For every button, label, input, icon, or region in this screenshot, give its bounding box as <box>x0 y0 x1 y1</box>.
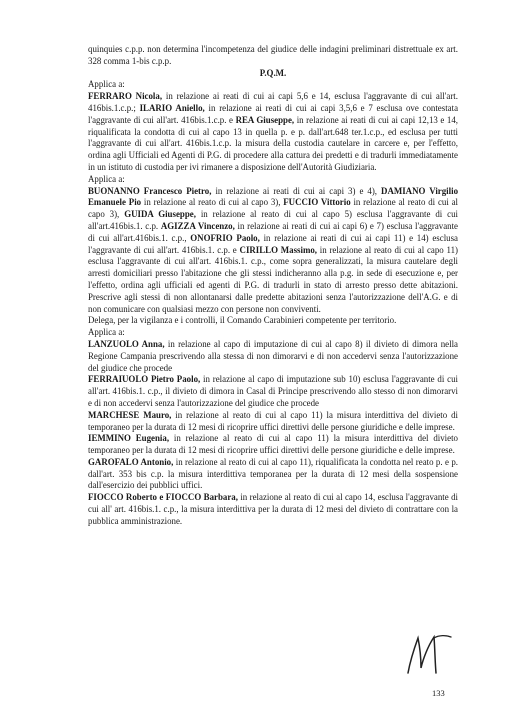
section-paragraph <box>88 374 458 409</box>
defendant-name: AGIZZA Vincenzo, <box>160 220 235 231</box>
section-paragraph <box>88 186 458 316</box>
paragraph-text: in relazione ai reati di cui ai capi 12,13 e 14, riqualificata la condotta di cui al capo 13 in quella p. e p. dall'art.648 ter.1.c.p., ed esclusa per tutti l'aggravante di cui all'art. 416bis.1.c.p. la misura della custodia cautelare in carcere e, per l'effetto, ordina agli Ufficiali ed Agenti di P.G. di procedere alla cattura dei predetti e di tradurli immediatamente in un istituto di custodia per ivi rimanere a disposizione dell'Autorità Giudiziaria. <box>88 114 459 172</box>
paragraph-text: Delega, per la vigilanza e i controlli, il Comando Carabinieri competente per territorio. <box>88 315 397 326</box>
defendant-name: GAROFALO Antonio, <box>88 456 174 467</box>
section-paragraph <box>88 91 458 174</box>
defendant-name: LANZUOLO Anna, <box>88 338 165 349</box>
section-paragraph <box>88 410 458 434</box>
paragraph-text: in relazione al reato di cui al capo 14, esclusa l'aggravante di cui all' art. 416bis.1. c.p., la misura interdittiva per la durata di 12 mesi del divieto di contrattare con la pubblica amministrazione. <box>88 492 458 526</box>
paragraph-text: in relazione ai reati di cui ai capi 11) e 14) esclusa l'aggravante di cui all'art. 416bis.1. c.p. e <box>88 232 458 255</box>
defendant-name: ILARIO Aniello, <box>139 102 205 113</box>
paragraph-text: in relazione al reato di cui al capo 5) esclusa l'aggravante di cui all'art.416bis.1. c.p. <box>88 209 458 231</box>
paragraph-text: in relazione al capo di imputazione di cui al capo 8) il divieto di dimora nella Regione Campania prescrivendo alla stessa di non dimorarvi e di non accedervi senza l'autorizzazione del giudice che procede <box>88 338 458 373</box>
defendant-name: MARCHESE Mauro, <box>88 409 172 420</box>
defendant-name: GUIDA Giuseppe, <box>124 209 196 220</box>
pqm-heading: P.Q.M. <box>259 67 287 78</box>
section-paragraph <box>88 315 458 327</box>
page-number: 133 <box>432 688 445 698</box>
section-paragraph <box>88 433 458 457</box>
applica-label: Applica a: <box>88 327 125 338</box>
applica-label: Applica a: <box>88 173 125 184</box>
defendant-name: BUONANNO Francesco Pietro, <box>88 185 212 196</box>
paragraph-text: in relazione ai reati di cui ai capi 3) e 4), <box>211 185 382 196</box>
defendant-name: CIRILLO Massimo, <box>239 244 318 255</box>
defendant-name: ONOFRIO Paolo, <box>190 232 260 243</box>
signature-icon <box>405 632 455 678</box>
paragraph-text: in relazione al reato di cui al capo 3), <box>88 197 458 220</box>
document-body <box>88 44 458 528</box>
paragraph-text: in relazione al reato di cui al capo 11) la misura interdittiva del divieto di temporaneo per la durata di 12 mesi di ricoprire uffici direttivi delle persone giuridiche e delle imprese. <box>88 409 458 432</box>
section-paragraph <box>88 339 458 374</box>
paragraph-text: in relazione al capo di imputazione sub 10) esclusa l'aggravante di cui all'art. 416bis.1. c.p., il divieto di dimora in Casal di Principe prescrivendo allo stesso di non dimorarvi e di non accedervi senza l'autorizzazione del giudice che procede <box>88 374 458 408</box>
defendant-name: FERRARO Nicola, <box>88 91 163 102</box>
sections-container <box>88 79 458 527</box>
paragraph-text: in relazione al reato di cui al capo 3), <box>141 197 284 208</box>
section-paragraph <box>88 492 458 527</box>
defendant-name: IEMMINO Eugenia, <box>88 433 170 444</box>
applica-label: Applica a: <box>88 79 125 90</box>
paragraph-text: in relazione al reato di cui al capo 11), riqualificata la condotta nel reato p. e p. dall'art. 353 bis c.p. la misura interdittiva temporanea per la durata di 12 mesi della sospensione dall'esercizio dei pubblici uffici. <box>88 456 458 491</box>
defendant-name: FIOCCO Roberto e FIOCCO Barbara, <box>88 492 238 503</box>
defendant-name: FERRAIUOLO Pietro Paolo, <box>88 374 201 385</box>
paragraph-text: in relazione ai reati di cui ai capi 3,5,6 e 7 esclusa ove contestata l'aggravante di cui all'art. 416bis.1.c.p. e <box>88 102 459 125</box>
paragraph-text: in relazione al reato di cui al capo 11) la misura interdittiva del divieto temporaneo per la durata di 12 mesi di ricoprire uffici direttivi delle persone giuridiche e delle imprese. <box>88 433 458 456</box>
defendant-name: DAMIANO Virgilio Emanuele Pio <box>88 185 459 208</box>
intro-paragraph: quinquies c.p.p. non determina l'incompetenza del giudice delle indagini preliminari distrettuale ex art. 328 comma 1-bis c.p.p. <box>88 44 458 66</box>
paragraph-text: in relazione al reato di cui al capo 11) esclusa l'aggravante di cui all'art. 416bis.1. c.p., come sopra generalizzati, la misura cautelare degli arresti domiciliari presso l'abitazione che gli stessi indicheranno alla p.g. in sede di esecuzione e, per l'effetto, ordina agli ufficiali ed agenti di P.G. di tradurli in stato di arresto presso dette abitazioni. Prescrive agli stessi di non allontanarsi dalle predette abitazioni senza l'autorizzazione dell'A.G. e di non comunicare con qualsiasi mezzo con persone non conviventi. <box>88 244 458 314</box>
paragraph-text: in relazione ai reati di cui ai capi 6) e 7) esclusa l'aggravante di cui all'art.416bis.1. c.p., <box>88 220 458 243</box>
defendant-name: REA Giuseppe, <box>235 114 295 125</box>
defendant-name: FUCCIO Vittorio <box>283 197 351 208</box>
section-paragraph <box>88 457 458 492</box>
paragraph-text: in relazione ai reati di cui ai capi 5,6 e 14, esclusa l'aggravante di cui all'art. 416bis.1.c.p.; <box>88 91 458 113</box>
